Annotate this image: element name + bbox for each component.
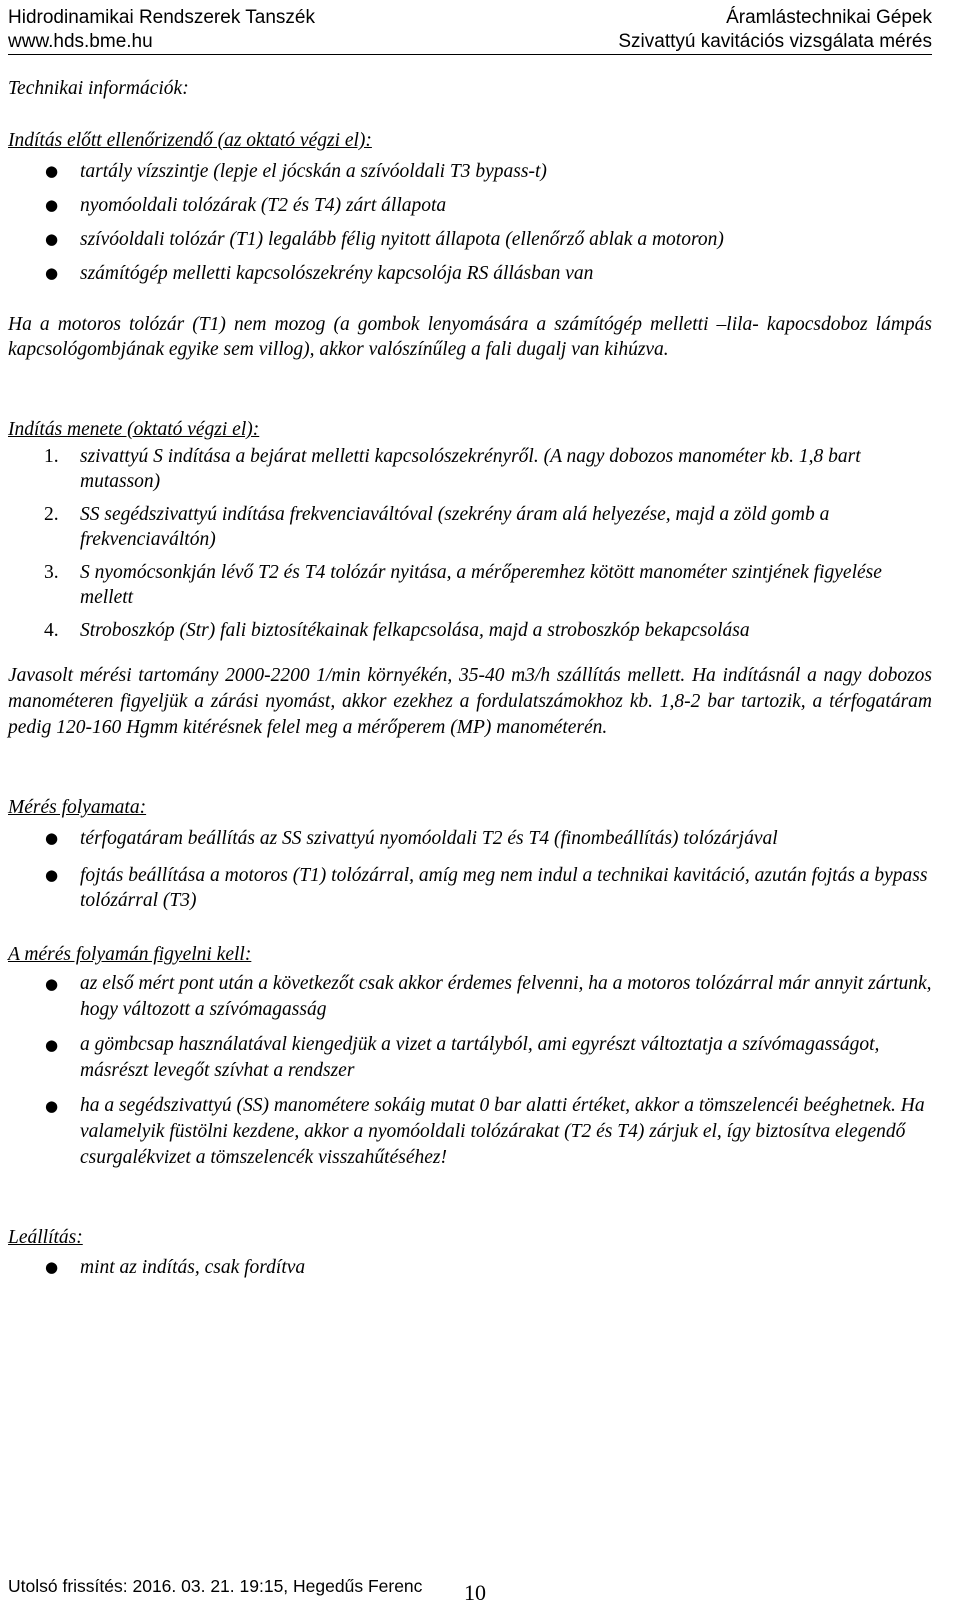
header-rule bbox=[8, 54, 932, 55]
step-number: 2. bbox=[44, 504, 59, 525]
header-subject: Áramlástechnikai Gépek bbox=[726, 7, 932, 28]
process-heading: Mérés folyamata: bbox=[8, 797, 147, 818]
step-text: S nyomócsonkján lévő T2 és T4 tolózár nyitása, a mérőperemhez kötött manométer szintjének figyelése mellett bbox=[80, 562, 882, 608]
step-number: 1. bbox=[44, 446, 59, 467]
list-item: ● az első mért pont után a következőt csak akkor érdemes felvenni, ha a motoros tolózárral már annyit zártunk, hogy változott a szívómagasság bbox=[45, 973, 932, 1020]
start-procedure-steps bbox=[8, 444, 932, 651]
list-item: ● nyomóoldali tolózárak (T2 és T4) zárt állapota bbox=[45, 195, 447, 216]
list-item: ● számítógép melletti kapcsolószekrény kapcsolója RS állásban van bbox=[45, 263, 594, 284]
list-item: ● tartály vízszintje (lepje el jócskán a szívóoldali T3 bypass-t) bbox=[45, 161, 547, 182]
list-item: ● térfogatáram beállítás az SS szivattyú nyomóoldali T2 és T4 (finombeállítás) tolózárjával bbox=[45, 828, 778, 849]
bullet-icon: ● bbox=[45, 264, 59, 282]
document-page bbox=[8, 0, 932, 1615]
start-procedure-heading: Indítás menete (oktató végzi el): bbox=[8, 419, 260, 440]
step-item bbox=[8, 444, 932, 494]
list-item: ● ha a segédszivattyú (SS) manométere sokáig mutat 0 bar alatti értéket, akkor a tömszelencéi beéghetnek. Ha valamelyik füstölni kezdene, akkor a nyomóoldali tolózárakat (T2 és T4) zárjuk el, így biztosítva elegendő csurgalékvizet a tömszelencék visszahűtéséhez! bbox=[45, 1095, 925, 1168]
header-department: Hidrodinamikai Rendszerek Tanszék bbox=[8, 7, 315, 28]
bullet-icon: ● bbox=[45, 866, 59, 884]
header-lab-title: Szivattyú kavitációs vizsgálata mérés bbox=[618, 31, 932, 52]
watch-heading: A mérés folyamán figyelni kell: bbox=[8, 944, 252, 965]
bullet-icon: ● bbox=[45, 1097, 59, 1115]
shutdown-heading: Leállítás: bbox=[8, 1227, 83, 1248]
list-item: ● a gömbcsap használatával kiengedjük a vizet a tartályból, ami egyrészt változtatja a szívómagasságot, másrészt levegőt szívhat a rendszer bbox=[45, 1034, 880, 1081]
bullet-icon: ● bbox=[45, 196, 59, 214]
pre-start-list bbox=[8, 159, 932, 295]
bullet-icon: ● bbox=[45, 829, 59, 847]
bullet-icon: ● bbox=[45, 230, 59, 248]
bullet-icon: ● bbox=[45, 975, 59, 993]
bullet-icon: ● bbox=[45, 1258, 59, 1276]
step-item bbox=[8, 618, 932, 643]
step-text: SS segédszivattyú indítása frekvenciaváltóval (szekrény áram alá helyezése, majd a zöld gomb a frekvenciaváltón) bbox=[80, 504, 830, 550]
pre-start-heading: Indítás előtt ellenőrizendő (az oktató végzi el): bbox=[8, 130, 372, 151]
bullet-icon: ● bbox=[45, 1036, 59, 1054]
bullet-icon: ● bbox=[45, 162, 59, 180]
step-text: Stroboszkóp (Str) fali biztosítékainak felkapcsolása, majd a stroboszkóp bekapcsolása bbox=[80, 620, 750, 641]
step-item bbox=[8, 560, 932, 610]
section-title: Technikai információk: bbox=[8, 78, 189, 99]
shutdown-list bbox=[8, 1255, 932, 1280]
motor-warning-paragraph: Ha a motoros tolózár (T1) nem mozog (a gombok lenyomására a számítógép melletti –lila- kapocsdoboz lámpás kapcsológombjának egyike sem villog), akkor valószínűleg a fali dugalj van kihúzva. bbox=[8, 314, 932, 360]
process-list bbox=[8, 826, 932, 913]
step-item bbox=[8, 502, 932, 552]
header-website: www.hds.bme.hu bbox=[8, 31, 153, 52]
page-number: 10 bbox=[464, 1580, 486, 1605]
list-item: ● szívóoldali tolózár (T1) legalább félig nyitott állapota (ellenőrző ablak a motoron) bbox=[45, 229, 724, 250]
last-updated-footer: Utolsó frissítés: 2016. 03. 21. 19:15, Hegedűs Ferenc bbox=[8, 1576, 423, 1596]
step-text: szivattyú S indítása a bejárat melletti kapcsolószekrényről. (A nagy dobozos manométer kb. 1,8 bart mutasson) bbox=[80, 446, 861, 492]
list-item: ● mint az indítás, csak fordítva bbox=[45, 1257, 306, 1278]
recommended-range-paragraph: Javasolt mérési tartomány 2000-2200 1/min környékén, 35-40 m3/h szállítás mellett. Ha indításnál a nagy dobozos manométeren figyeljük a zárási nyomást, akkor ezekhez a fordulatszámokhoz kb. 1,8-2 bar tartozik, a térfogatáram pedig 120-160 Hgmm kitérésnek felel meg a mérőperem (MP) manométerén. bbox=[8, 665, 932, 738]
step-number: 4. bbox=[44, 620, 59, 641]
watch-list bbox=[8, 971, 932, 1171]
list-item: ● fojtás beállítása a motoros (T1) tolózárral, amíg meg nem indul a technikai kavitáció, azután fojtás a bypass tolózárral (T3) bbox=[45, 865, 928, 911]
step-number: 3. bbox=[44, 562, 59, 583]
